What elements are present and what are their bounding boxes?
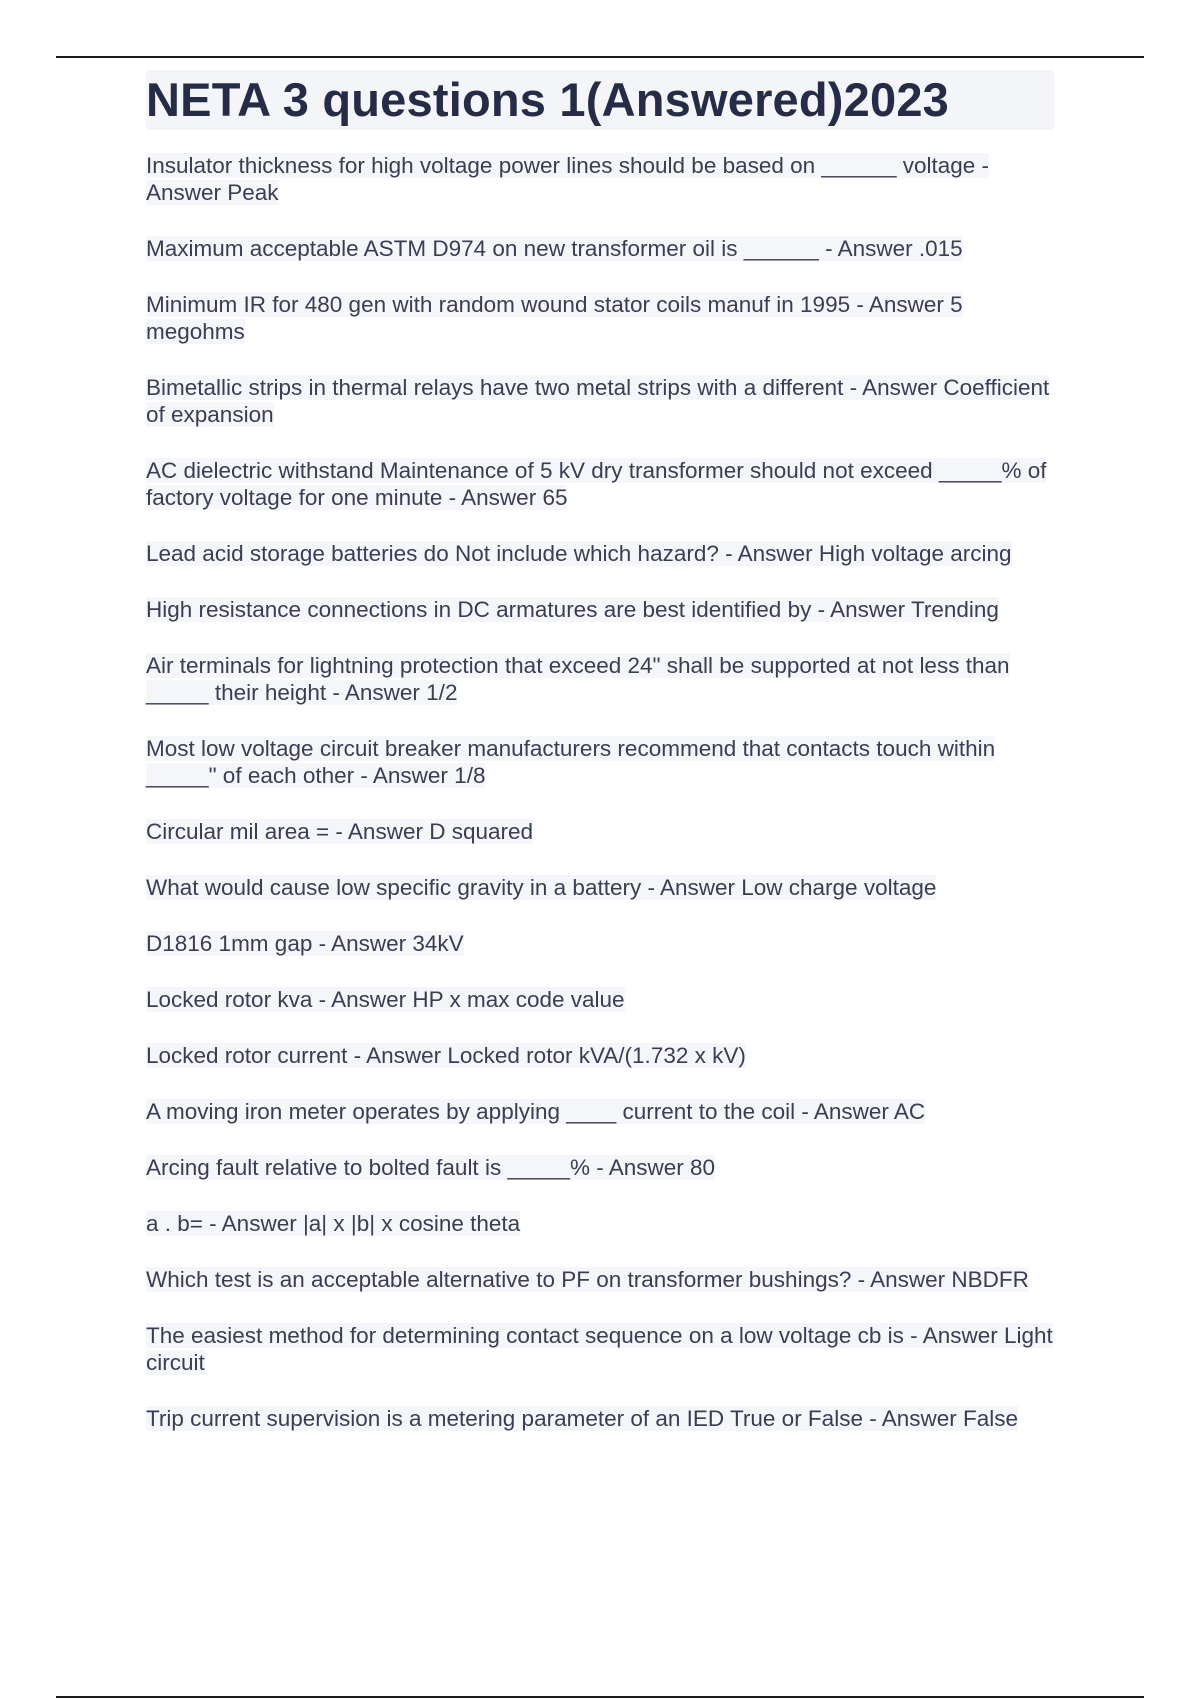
qa-text: Minimum IR for 480 gen with random wound stator coils manuf in 1995 - Answer 5 megohms <box>146 292 963 344</box>
qa-item <box>146 986 1054 1013</box>
qa-text: Lead acid storage batteries do Not include which hazard? - Answer High voltage arcing <box>146 541 1012 566</box>
qa-text: A moving iron meter operates by applying ____ current to the coil - Answer AC <box>146 1099 926 1124</box>
qa-item <box>146 540 1054 567</box>
qa-text: Maximum acceptable ASTM D974 on new transformer oil is ______ - Answer .015 <box>146 236 963 261</box>
qa-text: Bimetallic strips in thermal relays have two metal strips with a different - Answer Coefficient of expansion <box>146 375 1050 427</box>
qa-text: Locked rotor kva - Answer HP x max code value <box>146 987 625 1012</box>
qa-text: AC dielectric withstand Maintenance of 5 kV dry transformer should not exceed _____% of factory voltage for one minute - Answer 65 <box>146 458 1047 510</box>
title-band <box>146 70 1054 130</box>
qa-text: Locked rotor current - Answer Locked rotor kVA/(1.732 x kV) <box>146 1043 746 1068</box>
qa-item <box>146 596 1054 623</box>
document-title: NETA 3 questions 1(Answered)2023 <box>146 73 950 126</box>
qa-item <box>146 735 1054 789</box>
qa-item <box>146 374 1054 428</box>
qa-item <box>146 874 1054 901</box>
qa-item <box>146 930 1054 957</box>
qa-item <box>146 1098 1054 1125</box>
qa-text: What would cause low specific gravity in a battery - Answer Low charge voltage <box>146 875 937 900</box>
qa-text: a . b= - Answer |a| x |b| x cosine theta <box>146 1211 521 1236</box>
qa-text: Trip current supervision is a metering parameter of an IED True or False - Answer False <box>146 1406 1019 1431</box>
qa-item <box>146 1266 1054 1293</box>
qa-text: Most low voltage circuit breaker manufacturers recommend that contacts touch within _____" of each other - Answer 1/8 <box>146 736 996 788</box>
qa-item <box>146 1405 1054 1432</box>
qa-item <box>146 1322 1054 1376</box>
qa-text: Air terminals for lightning protection that exceed 24" shall be supported at not less than _____ their height - Answer 1/2 <box>146 653 1010 705</box>
qa-list <box>146 152 1054 1432</box>
qa-text: High resistance connections in DC armatures are best identified by - Answer Trending <box>146 597 999 622</box>
qa-item <box>146 1042 1054 1069</box>
qa-text: Circular mil area = - Answer D squared <box>146 819 534 844</box>
qa-item <box>146 652 1054 706</box>
qa-text: D1816 1mm gap - Answer 34kV <box>146 931 464 956</box>
qa-item <box>146 457 1054 511</box>
qa-item <box>146 291 1054 345</box>
qa-item <box>146 235 1054 262</box>
qa-text: Which test is an acceptable alternative to PF on transformer bushings? - Answer NBDFR <box>146 1267 1029 1292</box>
qa-item <box>146 1210 1054 1237</box>
qa-text: Insulator thickness for high voltage power lines should be based on ______ voltage - Answer Peak <box>146 153 990 205</box>
qa-item <box>146 1154 1054 1181</box>
qa-text: Arcing fault relative to bolted fault is _____% - Answer 80 <box>146 1155 716 1180</box>
qa-item <box>146 818 1054 845</box>
qa-item <box>146 152 1054 206</box>
bottom-rule <box>56 1696 1144 1698</box>
document-page <box>146 70 1054 1461</box>
qa-text: The easiest method for determining contact sequence on a low voltage cb is - Answer Light circuit <box>146 1323 1053 1375</box>
top-rule <box>56 56 1144 58</box>
